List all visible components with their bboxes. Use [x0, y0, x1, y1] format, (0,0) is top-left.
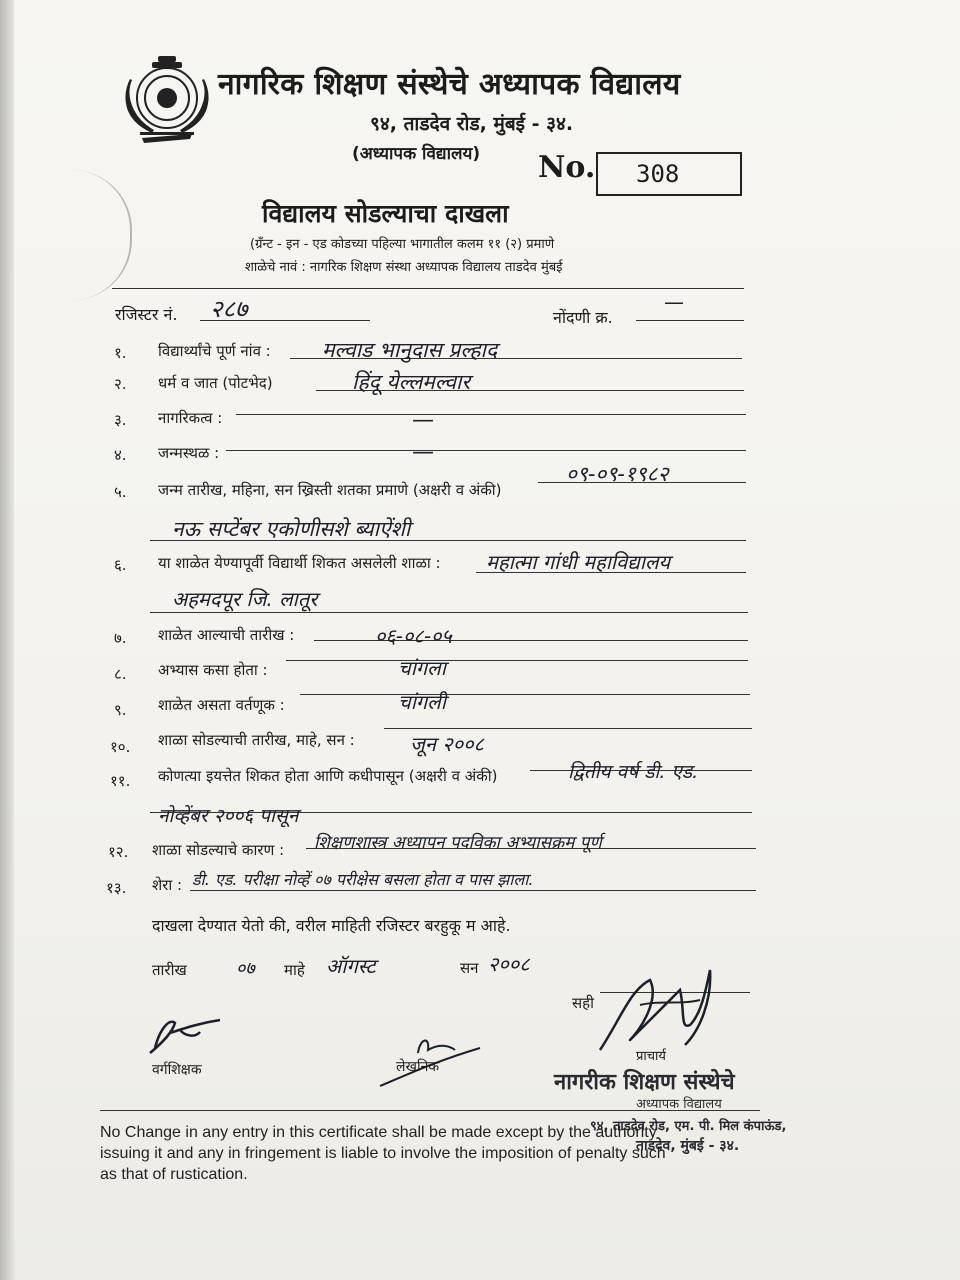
register-label: रजिस्टर नं. — [115, 305, 178, 324]
field-line — [190, 890, 756, 891]
stamp-line-2: अध्यापक विद्यालय — [636, 1097, 722, 1112]
footer-divider — [100, 1110, 760, 1111]
field-value: ०६-०८-०५ — [375, 624, 452, 648]
field-label: या शाळेत येण्यापूर्वी विद्यार्थी शिकत असलेली शाळा : — [158, 554, 441, 572]
page-shadow — [0, 0, 14, 1280]
date-month: ऑगस्ट — [326, 954, 376, 978]
date-day: ०७ — [236, 958, 255, 979]
institution-address: ९४, ताडदेव रोड, मुंबई - ३४. — [370, 113, 574, 135]
field-value: चांगला — [398, 656, 446, 680]
field-label: शाळेत असता वर्तणूक : — [158, 696, 285, 714]
rule-reference: (ग्रँन्ट - इन - एड कोडच्या पहिल्या भागातील कलम ११ (२) प्रमाणे — [250, 237, 555, 252]
principal-label: प्राचार्य — [636, 1049, 666, 1064]
certification-text: दाखला देण्यात येतो की, वरील माहिती रजिस्टर बरहुकू म आहे. — [152, 916, 511, 935]
field-label: कोणत्या इयत्तेत शिकत होता आणि कधीपासून (अक्षरी व अंकी) — [158, 767, 498, 785]
field-number: ११. — [110, 772, 131, 790]
field-label: जन्म तारीख, महिना, सन ख्रिस्ती शतका प्रमाणे (अक्षरी व अंकी) — [158, 481, 502, 499]
date-year: २००८ — [488, 952, 530, 976]
field-value: शिक्षणशास्त्र अध्यापन पदविका अभ्यासक्रम पूर्ण — [314, 833, 602, 853]
field-number: १०. — [110, 738, 131, 756]
stamp-line-1: नागरीक शिक्षण संस्थेचे — [554, 1070, 735, 1095]
field-label: धर्म व जात (पोटभेद) — [158, 374, 273, 392]
class-teacher-signature-icon — [140, 1008, 230, 1058]
field-label: नागरिकत्व : — [158, 409, 223, 427]
field-line — [226, 450, 746, 451]
class-teacher-label: वर्गशिक्षक — [152, 1062, 202, 1078]
nondani-line — [636, 320, 744, 321]
field-number: ३. — [114, 411, 127, 429]
serial-no-label: No. — [538, 150, 596, 185]
field-line — [300, 694, 750, 695]
field-number: १३. — [106, 879, 127, 897]
field-label: शाळा सोडल्याची तारीख, माहे, सन : — [158, 731, 355, 749]
month-label: माहे — [284, 961, 305, 979]
field-number: ५. — [114, 483, 127, 501]
field-value: जून २००८ — [410, 732, 484, 756]
footer-notice — [100, 1122, 666, 1185]
field-number: २. — [114, 375, 127, 393]
footer-line-1: No Change in any entry in this certificate shall be made except by the authority — [100, 1124, 657, 1141]
nondani-value: — — [664, 290, 684, 314]
field-label: विद्यार्थ्यांचे पूर्ण नांव : — [158, 342, 271, 360]
clerk-label: लेखनिक — [396, 1059, 440, 1075]
institution-emblem-icon — [112, 50, 222, 155]
school-name: शाळेचे नावं : नागरिक शिक्षण संस्था अध्यापक विद्यालय ताडदेव मुंबई — [245, 260, 563, 275]
field-label: जन्मस्थळ : — [158, 444, 220, 462]
field-label: शेरा : — [152, 876, 183, 894]
field-value-2: अहमदपूर जि. लातूर — [172, 587, 318, 611]
field-value-2: नऊ सप्टेंबर एकोणीसशे ब्याऐंशी — [172, 517, 411, 541]
field-label: शाळा सोडल्याचे कारण : — [152, 841, 285, 859]
field-value: द्वितीय वर्ष डी. एड. — [568, 761, 699, 783]
header-divider — [112, 288, 744, 289]
institution-name: नागरिक शिक्षण संस्थेचे अध्यापक विद्यालय — [218, 67, 681, 102]
stamp-line-3: ९४, ताडदेव रोड, एम. पी. मिल कंपाऊंड, — [590, 1119, 787, 1134]
field-label: अभ्यास कसा होता : — [158, 661, 268, 679]
field-line — [286, 660, 748, 661]
footer-line-2: issuing it and any in fringement is liable to involve the imposition of penalty such — [100, 1145, 666, 1162]
nondani-label: नोंदणी क्र. — [553, 308, 613, 327]
field-value-2: नोव्हेंबर २००६ पासून — [158, 805, 299, 827]
field-value: — — [412, 408, 434, 433]
field-number: ४. — [114, 446, 127, 464]
field-value: हिंदू येल्लमल्वार — [352, 370, 471, 394]
field-number: ६. — [114, 556, 127, 574]
field-number: ८. — [114, 665, 127, 683]
register-value: २८७ — [210, 295, 248, 323]
field-value: चांगली — [398, 690, 446, 714]
field-value: डी. एड. परीक्षा नोव्हें ०७ परीक्षेस बसला होता व पास झाला. — [192, 870, 534, 889]
field-number: ७. — [114, 629, 127, 647]
serial-no-value: 308 — [636, 160, 680, 188]
field-number: ९. — [114, 701, 127, 719]
field-value: मल्वाड भानुदास प्रल्हाद — [322, 338, 498, 362]
field-line-2 — [150, 612, 748, 613]
field-number: १. — [114, 344, 127, 362]
field-label: शाळेत आल्याची तारीख : — [158, 626, 295, 644]
field-value: — — [412, 440, 434, 465]
footer-line-3: as that of rustication. — [100, 1166, 248, 1183]
institution-subtitle: (अध्यापक विद्यालय) — [352, 144, 481, 164]
sahi-label: सही — [572, 994, 594, 1012]
certificate-title: विद्यालय सोडल्याचा दाखला — [262, 199, 509, 228]
field-line — [236, 414, 746, 415]
date-label: तारीख — [152, 961, 187, 979]
field-number: १२. — [108, 843, 129, 861]
year-label: सन — [460, 959, 479, 977]
stamp-line-4: ताडदेव, मुंबई - ३४. — [636, 1138, 740, 1154]
field-line — [384, 728, 752, 729]
principal-signature-icon — [590, 960, 730, 1060]
field-value: महात्मा गांधी महाविद्यालय — [486, 550, 671, 574]
field-value: ०९-०९-१९८२ — [566, 462, 669, 486]
